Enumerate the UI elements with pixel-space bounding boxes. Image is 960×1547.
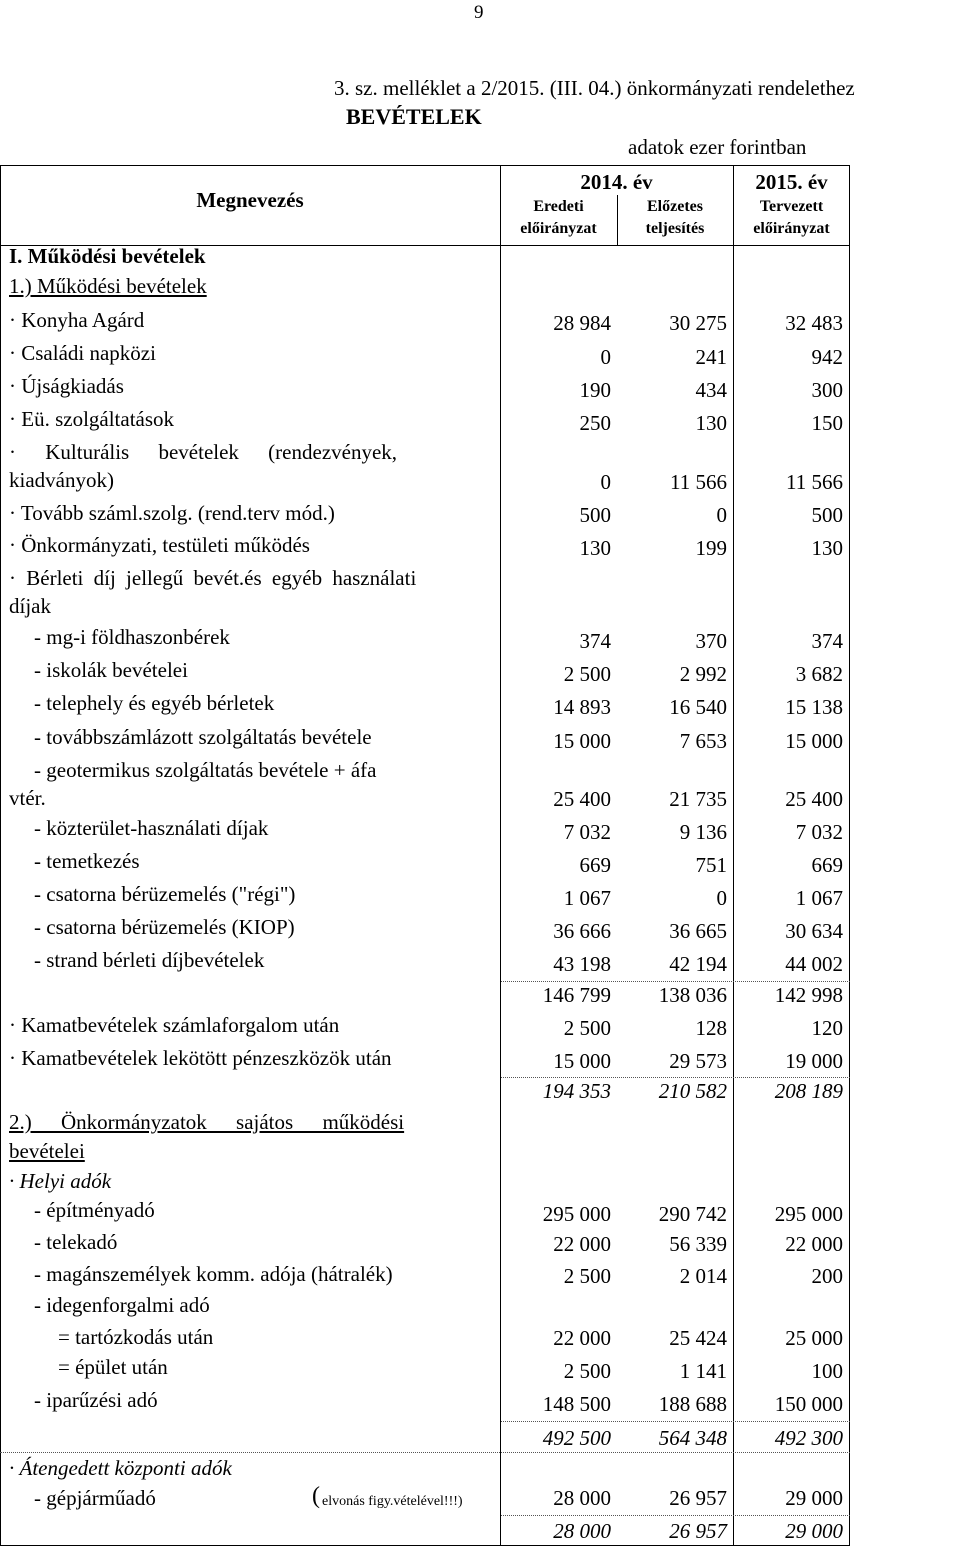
row-label: · Családi napközi	[9, 341, 156, 365]
cell-eredeti: 2 500	[563, 1359, 611, 1383]
cell-elozetes: 241	[695, 345, 727, 369]
cell-elozetes: 30 275	[669, 311, 727, 335]
cell-tervezett: 130	[811, 536, 843, 560]
cell-tervezett: 25 000	[785, 1326, 843, 1350]
row-label: - építményadó	[34, 1198, 155, 1222]
cell-subtotal: 146 799	[542, 983, 611, 1007]
row-label-continued: kiadványok)	[9, 468, 114, 492]
cell-total: 26 957	[669, 1519, 727, 1543]
cell-elozetes: 751	[695, 853, 727, 877]
row-label-subsection-1: 1.) Működési bevételek	[9, 274, 207, 298]
total-divider	[501, 1515, 850, 1516]
header-col3-line2: előirányzat	[753, 220, 830, 237]
cell-tervezett: 3 682	[795, 662, 843, 686]
row-label: · Konyha Agárd	[9, 308, 145, 332]
cell-subtotal: 142 998	[774, 983, 843, 1007]
unit-note: adatok ezer forintban	[628, 135, 807, 159]
note-paren: (	[312, 1483, 320, 1509]
cell-total: 492 300	[774, 1426, 843, 1450]
cell-total: 194 353	[542, 1079, 611, 1103]
cell-total: 492 500	[542, 1426, 611, 1450]
cell-tervezett: 374	[811, 629, 843, 653]
cell-tervezett: 30 634	[785, 919, 843, 943]
cell-tervezett: 19 000	[785, 1049, 843, 1073]
cell-eredeti: 7 032	[563, 820, 611, 844]
row-label: - csatorna bérüzemelés (KIOP)	[34, 915, 295, 939]
cell-elozetes: 7 653	[679, 729, 727, 753]
header-col3-line1: Tervezett	[759, 198, 824, 215]
document-subtitle: 3. sz. melléklet a 2/2015. (III. 04.) önkormányzati rendelethez	[334, 76, 855, 100]
total-divider	[501, 1077, 850, 1078]
cell-tervezett: 120	[811, 1016, 843, 1040]
row-label: - telephely és egyéb bérletek	[34, 691, 275, 715]
cell-tervezett: 300	[811, 378, 843, 402]
header-col2-line1: Előzetes	[647, 198, 703, 215]
cell-elozetes: 21 735	[669, 787, 727, 811]
cell-tervezett: 11 566	[786, 470, 843, 494]
cell-eredeti: 0	[600, 470, 611, 494]
cell-eredeti: 2 500	[563, 1016, 611, 1040]
cell-tervezett: 150	[811, 411, 843, 435]
cell-eredeti: 374	[579, 629, 611, 653]
cell-tervezett: 15 000	[785, 729, 843, 753]
cell-elozetes: 434	[695, 378, 727, 402]
cell-total: 564 348	[658, 1426, 727, 1450]
cell-eredeti: 500	[579, 503, 611, 527]
row-label: - magánszemélyek komm. adója (hátralék)	[34, 1262, 393, 1286]
cell-eredeti: 130	[579, 536, 611, 560]
cell-eredeti: 295 000	[542, 1202, 611, 1226]
cell-elozetes: 16 540	[669, 695, 727, 719]
row-label: · Újságkiadás	[9, 374, 124, 398]
cell-elozetes: 1 141	[679, 1359, 727, 1383]
row-label: - telekadó	[34, 1230, 118, 1254]
cell-elozetes: 11 566	[670, 470, 727, 494]
cell-tervezett: 1 067	[795, 886, 843, 910]
cell-tervezett: 500	[811, 503, 843, 527]
cell-eredeti: 43 198	[553, 952, 611, 976]
cell-tervezett: 29 000	[785, 1486, 843, 1510]
row-label: · Kamatbevételek lekötött pénzeszközök után	[9, 1046, 392, 1070]
cell-total: 208 189	[774, 1079, 843, 1103]
cell-elozetes: 36 665	[669, 919, 727, 943]
row-label: · Tovább száml.szolg. (rend.terv mód.)	[9, 501, 335, 525]
header-col1-line2: előirányzat	[520, 220, 597, 237]
cell-tervezett: 32 483	[785, 311, 843, 335]
cell-eredeti: 22 000	[553, 1326, 611, 1350]
cell-eredeti: 250	[579, 411, 611, 435]
header-year-2015: 2015. év	[755, 170, 828, 194]
cell-eredeti: 2 500	[563, 662, 611, 686]
row-label-continued: vtér.	[9, 786, 46, 810]
cell-elozetes: 130	[695, 411, 727, 435]
row-label: - közterület-használati díjak	[34, 816, 269, 840]
cell-elozetes: 2 014	[679, 1264, 727, 1288]
cell-elozetes: 25 424	[669, 1326, 727, 1350]
row-label: - strand bérleti díjbevételek	[34, 948, 265, 972]
row-label: · Önkormányzati, testületi működés	[9, 533, 310, 557]
cell-tervezett: 100	[811, 1359, 843, 1383]
cell-eredeti: 28 984	[553, 311, 611, 335]
row-label: · Helyi adók	[9, 1169, 112, 1193]
cell-eredeti: 0	[600, 345, 611, 369]
subtotal-divider	[501, 981, 850, 982]
cell-tervezett: 200	[811, 1264, 843, 1288]
row-label: - temetkezés	[34, 849, 140, 873]
cell-elozetes: 0	[716, 886, 727, 910]
row-label: - iskolák bevételei	[34, 658, 188, 682]
cell-elozetes: 188 688	[658, 1392, 727, 1416]
row-label: · Bérleti díj jellegű bevét.és egyéb használati	[9, 566, 417, 590]
cell-elozetes: 26 957	[669, 1486, 727, 1510]
cell-tervezett: 22 000	[785, 1232, 843, 1256]
cell-tervezett: 669	[811, 853, 843, 877]
cell-subtotal: 138 036	[658, 983, 727, 1007]
cell-elozetes: 0	[716, 503, 727, 527]
cell-tervezett: 150 000	[774, 1392, 843, 1416]
cell-eredeti: 2 500	[563, 1264, 611, 1288]
cell-tervezett: 44 002	[785, 952, 843, 976]
page-number: 9	[474, 2, 484, 23]
cell-elozetes: 199	[695, 536, 727, 560]
header-name-col: Megnevezés	[196, 188, 304, 212]
cell-tervezett: 15 138	[785, 695, 843, 719]
cell-eredeti: 28 000	[553, 1486, 611, 1510]
cell-eredeti: 669	[579, 853, 611, 877]
cell-elozetes: 42 194	[669, 952, 727, 976]
row-label: · Kamatbevételek számlaforgalom után	[9, 1013, 340, 1037]
row-label: · Eü. szolgáltatások	[9, 407, 175, 431]
row-label: · Átengedett központi adók	[9, 1456, 232, 1480]
cell-elozetes: 128	[695, 1016, 727, 1040]
row-divider	[0, 1452, 850, 1453]
total-divider	[501, 1421, 850, 1422]
header-year-2014: 2014. év	[580, 170, 653, 194]
cell-eredeti: 14 893	[553, 695, 611, 719]
cell-elozetes: 2 992	[679, 662, 727, 686]
cell-elozetes: 370	[695, 629, 727, 653]
row-label-section-1: I. Működési bevételek	[9, 244, 206, 268]
cell-total: 210 582	[658, 1079, 727, 1103]
cell-tervezett: 295 000	[774, 1202, 843, 1226]
cell-tervezett: 7 032	[795, 820, 843, 844]
cell-eredeti: 1 067	[563, 886, 611, 910]
row-label: - csatorna bérüzemelés ("régi")	[34, 882, 296, 906]
cell-eredeti: 36 666	[553, 919, 611, 943]
cell-elozetes: 29 573	[669, 1049, 727, 1073]
row-label: = tartózkodás után	[58, 1325, 214, 1349]
row-label-subsection-2: 2.) Önkormányzatok sajátos működési	[9, 1110, 405, 1134]
cell-eredeti: 25 400	[553, 787, 611, 811]
row-label: - geotermikus szolgáltatás bevétele + áfa	[34, 758, 377, 782]
page-title: BEVÉTELEK	[346, 104, 482, 129]
cell-eredeti: 15 000	[553, 729, 611, 753]
cell-total: 28 000	[553, 1519, 611, 1543]
row-label: · Kulturális bevételek (rendezvények,	[9, 440, 398, 464]
row-label-continued: díjak	[9, 594, 51, 618]
cell-eredeti: 190	[579, 378, 611, 402]
cell-elozetes: 9 136	[679, 820, 727, 844]
note-text: elvonás figy.vételével!!!)	[322, 1494, 463, 1509]
row-label: - továbbszámlázott szolgáltatás bevétele	[34, 725, 372, 749]
cell-eredeti: 22 000	[553, 1232, 611, 1256]
row-label: - gépjárműadó	[34, 1486, 156, 1510]
cell-tervezett: 25 400	[785, 787, 843, 811]
header-col1-line1: Eredeti	[533, 198, 584, 215]
cell-eredeti: 148 500	[542, 1392, 611, 1416]
row-label: - idegenforgalmi adó	[34, 1293, 210, 1317]
cell-eredeti: 15 000	[553, 1049, 611, 1073]
cell-elozetes: 290 742	[658, 1202, 727, 1226]
row-label-continued: bevételei	[9, 1139, 85, 1163]
cell-tervezett: 942	[811, 345, 843, 369]
cell-elozetes: 56 339	[669, 1232, 727, 1256]
row-label: - mg-i földhaszonbérek	[34, 625, 230, 649]
row-label: = épület után	[58, 1355, 168, 1379]
header-col2-line2: teljesítés	[645, 220, 705, 237]
row-label: - iparűzési adó	[34, 1388, 158, 1412]
cell-total: 29 000	[785, 1519, 843, 1543]
